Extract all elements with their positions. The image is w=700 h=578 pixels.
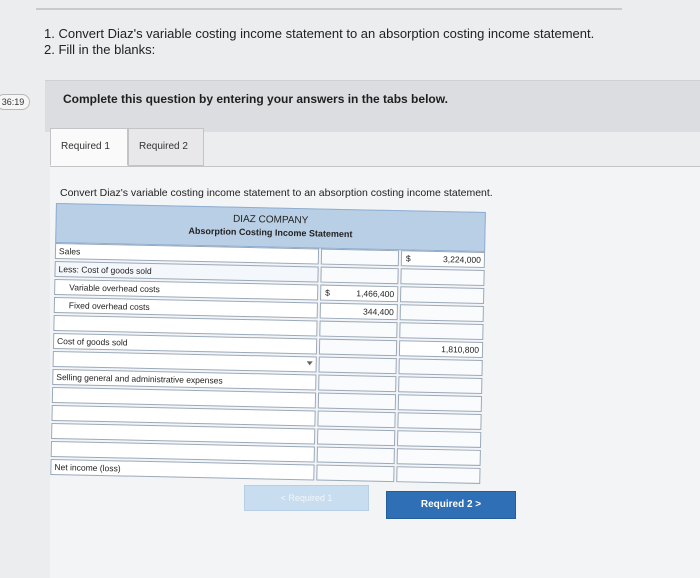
- row-mid-input[interactable]: [319, 339, 397, 357]
- banner-text: Complete this question by entering your answers in the tabs below.: [63, 92, 448, 106]
- cogs-amount-input[interactable]: [399, 340, 483, 358]
- row-right-input[interactable]: [400, 304, 484, 322]
- company-name: DIAZ COMPANY: [232, 213, 309, 227]
- row-mid-input[interactable]: [321, 249, 399, 267]
- row-right-input[interactable]: [400, 268, 484, 286]
- row-label-fixed-overhead[interactable]: Fixed overhead costs: [54, 297, 318, 319]
- panel-instruction: Convert Diaz's variable costing income statement to an absorption costing income statement.: [60, 187, 493, 199]
- row-mid-input[interactable]: [320, 267, 398, 285]
- row-label-sales[interactable]: Sales: [55, 243, 319, 265]
- instruction-line-1: 1. Convert Diaz's variable costing income statement to an absorption costing income statement.: [44, 26, 595, 41]
- statement-title: Absorption Costing Income Statement: [188, 225, 353, 240]
- row-label-less-cogs[interactable]: Less: Cost of goods sold: [54, 261, 318, 283]
- tab-required-2[interactable]: Required 2: [128, 128, 204, 166]
- tab-required-1[interactable]: Required 1: [50, 128, 128, 166]
- fixed-overhead-input[interactable]: [320, 303, 398, 321]
- fixed-overhead-amount: 344,400: [362, 306, 394, 318]
- row-label-variable-overhead[interactable]: Variable overhead costs: [54, 279, 318, 301]
- row-mid-input[interactable]: [319, 357, 397, 375]
- row-label-net-income[interactable]: Net income (loss): [50, 459, 314, 481]
- row-right-input[interactable]: [398, 358, 482, 376]
- dollar-sign: $: [325, 287, 331, 298]
- row-right-input[interactable]: [397, 430, 481, 448]
- row-mid-input[interactable]: [317, 429, 395, 447]
- row-mid-input[interactable]: [319, 321, 397, 339]
- chevron-down-icon[interactable]: [307, 361, 313, 365]
- row-label-cogs[interactable]: Cost of goods sold: [53, 333, 317, 355]
- row-right-input[interactable]: [398, 394, 482, 412]
- income-statement-table: [50, 203, 486, 496]
- prev-required-1-button[interactable]: < Required 1: [244, 485, 369, 511]
- sales-amount-input[interactable]: [401, 250, 485, 268]
- row-right-input[interactable]: [397, 448, 481, 466]
- top-divider: [36, 8, 622, 10]
- timer-badge: 36:19: [0, 94, 30, 110]
- row-right-input[interactable]: [398, 376, 482, 394]
- row-mid-input[interactable]: [316, 465, 394, 483]
- instruction-line-2: 2. Fill in the blanks:: [44, 42, 156, 57]
- row-mid-input[interactable]: [317, 447, 395, 465]
- instruction-banner: [45, 80, 700, 132]
- row-right-input[interactable]: [399, 322, 483, 340]
- dollar-sign: $: [405, 253, 411, 264]
- row-right-input[interactable]: [397, 412, 481, 430]
- row-label-sga[interactable]: Selling general and administrative expenses: [52, 369, 316, 391]
- net-income-input[interactable]: [396, 466, 480, 484]
- row-mid-input[interactable]: [318, 375, 396, 393]
- variable-overhead-amount: 1,466,400: [356, 288, 395, 300]
- question-instructions: [44, 26, 594, 58]
- variable-overhead-input[interactable]: [320, 285, 398, 303]
- row-right-input[interactable]: [400, 286, 484, 304]
- row-mid-input[interactable]: [317, 411, 395, 429]
- row-mid-input[interactable]: [318, 393, 396, 411]
- next-required-2-button[interactable]: Required 2 >: [386, 491, 516, 519]
- sales-amount: 3,224,000: [442, 254, 482, 265]
- cogs-amount: 1,810,800: [441, 344, 480, 355]
